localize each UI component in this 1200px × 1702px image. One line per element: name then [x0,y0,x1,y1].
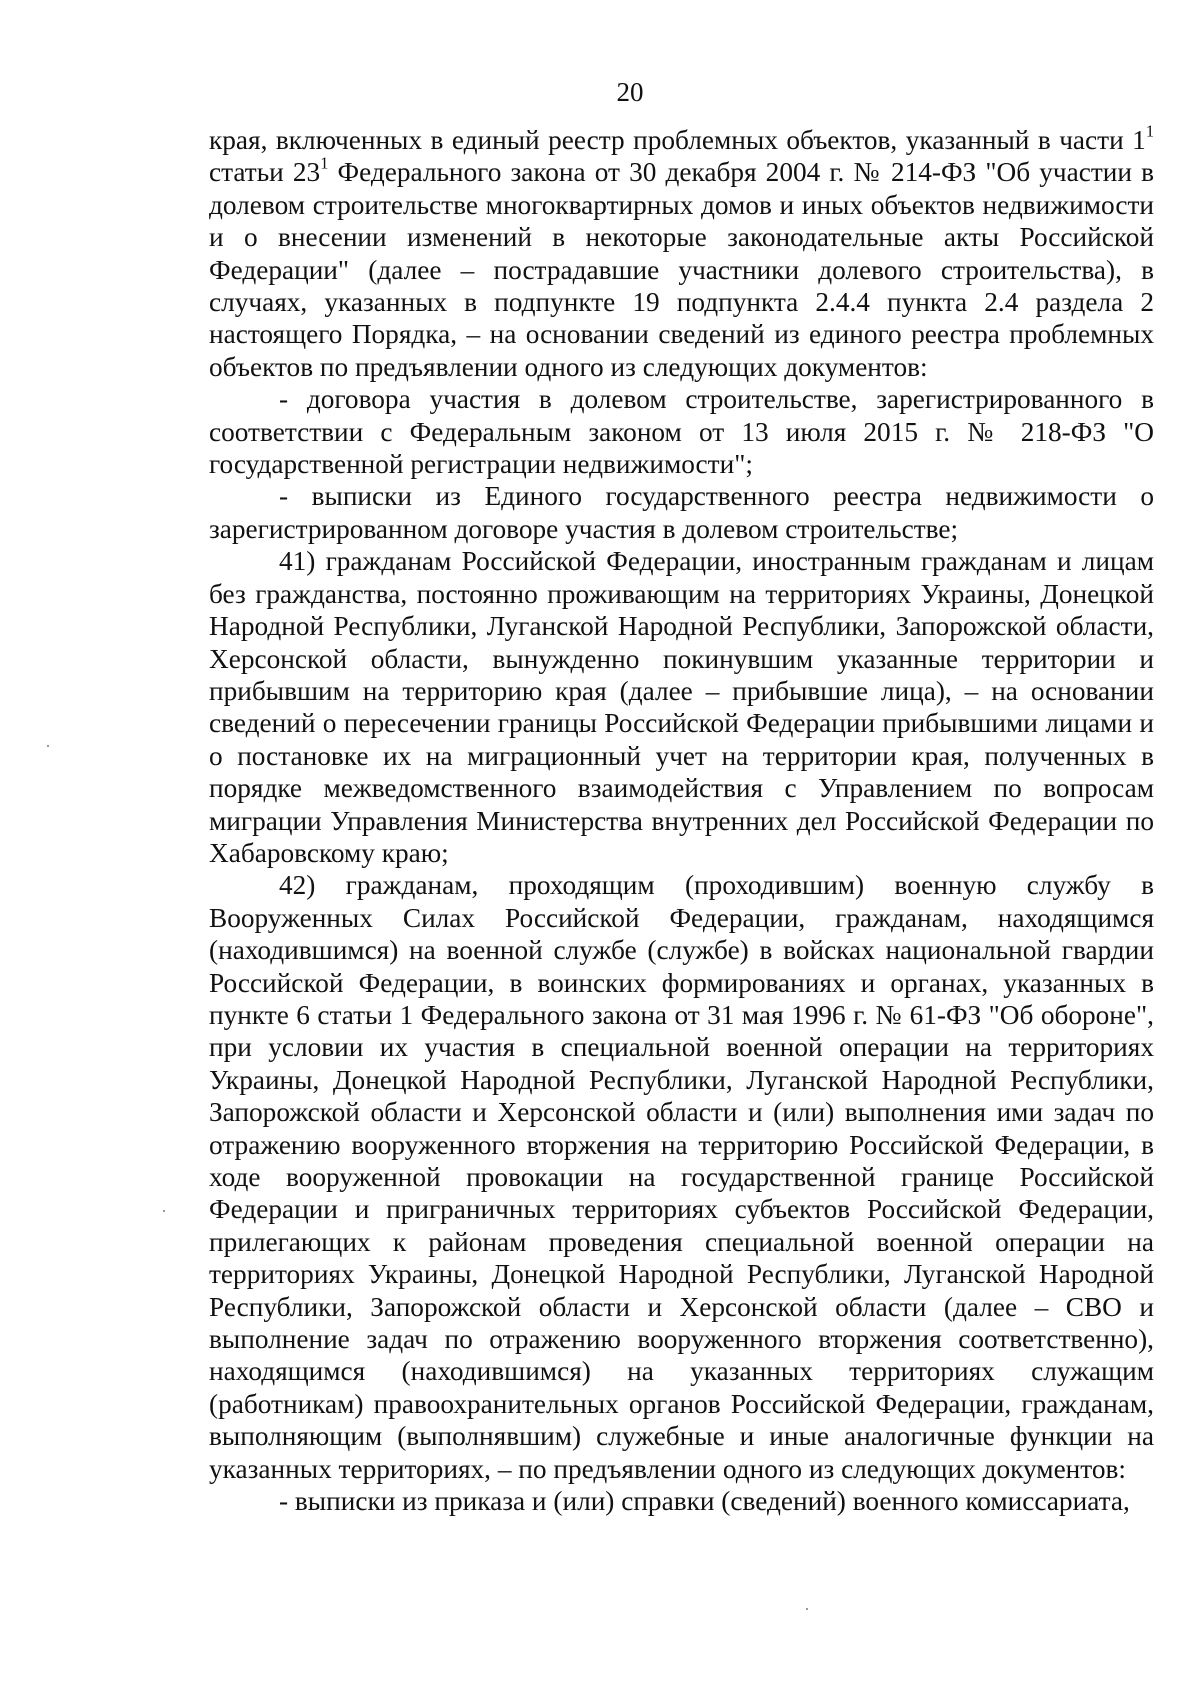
text-run: Федерального закона от 30 декабря 2004 г. № 214-ФЗ "Об участии в долевом строительстве многоквартирных домов и иных объектов недвижимости и о внесении изменений в некоторые законодательные акты Российской Федерации" (далее – пострадавшие участники долевого строительства), в случаях, указанных в подпункте 19 подпункта 2.4.4 пункта 2.4 раздела 2 настоящего Порядка, – на основании сведений из единого реестра проблемных объектов по предъявлении одного из следующих документов: [209,157,1154,382]
scan-speck [47,745,49,747]
body-text [209,121,1154,1517]
paragraph-order-extract-item: - выписки из приказа и (или) справки (сведений) военного комиссариата, [279,1486,1130,1517]
paragraph-item-41: 41) гражданам Российской Федерации, иностранным гражданам и лицам без гражданства, постоянно проживающим на территориях Украины, Донецкой Народной Республики, Луганской Народной Республики, Запорожской области, Херсонской области, вынужденно покинувшим указанные территории и прибывшим на территорию края (далее – прибывшие лица), – на основании сведений о пересечении границы Российской Федерации прибывшими лицами и о постановке их на миграционный учет на территории края, полученных в порядке межведомственного взаимодействия с Управлением по вопросам миграции Управления Министерства внутренних дел Российской Федерации по Хабаровскому краю; [209,546,1154,868]
superscript: 1 [1145,121,1154,141]
page-number: 20 [616,77,644,107]
superscript: 1 [320,154,329,174]
scan-speck [163,1210,165,1212]
paragraph-item-42: 42) гражданам, проходящим (проходившим) военную службу в Вооруженных Силах Российской Федерации, гражданам, находящимся (находившимся) на военной службе (службе) в войсках национальной гвардии Российской Федерации, в воинских формированиях и органах, указанных в пункте 6 статьи 1 Федерального закона от 31 мая 1996 г. № 61-ФЗ "Об обороне", при условии их участия в специальной военной операции на территориях Украины, Донецкой Народной Республики, Луганской Народной Республики, Запорожской области и Херсонской области и (или) выполнения ими задач по отражению вооруженного вторжения на территорию Российской Федерации, в ходе вооруженной провокации на государственной границе Российской Федерации и приграничных территориях субъектов Российской Федерации, прилегающих к районам проведения специальной военной операции на территориях Украины, Донецкой Народной Республики, Луганской Народной Республики, Запорожской области и Херсонской области (далее – СВО и выполнение задач по отражению вооруженного вторжения соответственно), находящимся (находившимся) на указанных территориях служащим (работникам) правоохранительных органов Российской Федерации, гражданам, выполняющим (выполнявшим) служебные и иные аналогичные функции на указанных территориях, – по предъявлении одного из следующих документов: [209,870,1154,1484]
paragraph-registry-extract-item: - выписки из Единого государственного реестра недвижимости о зарегистрированном договоре участия в долевом строительстве; [209,481,1154,544]
paragraph-contract-item: - договора участия в долевом строительстве, зарегистрированного в соответствии с Федеральным законом от 13 июля 2015 г. № 218-ФЗ "О государственной регистрации недвижимости"; [209,384,1154,480]
scan-speck [806,1608,808,1610]
paragraph-continuation [209,121,1154,383]
text-run: статьи 23 [209,157,321,188]
text-run: края, включенных в единый реестр проблемных объектов, указанный в части 1 [209,125,1146,155]
